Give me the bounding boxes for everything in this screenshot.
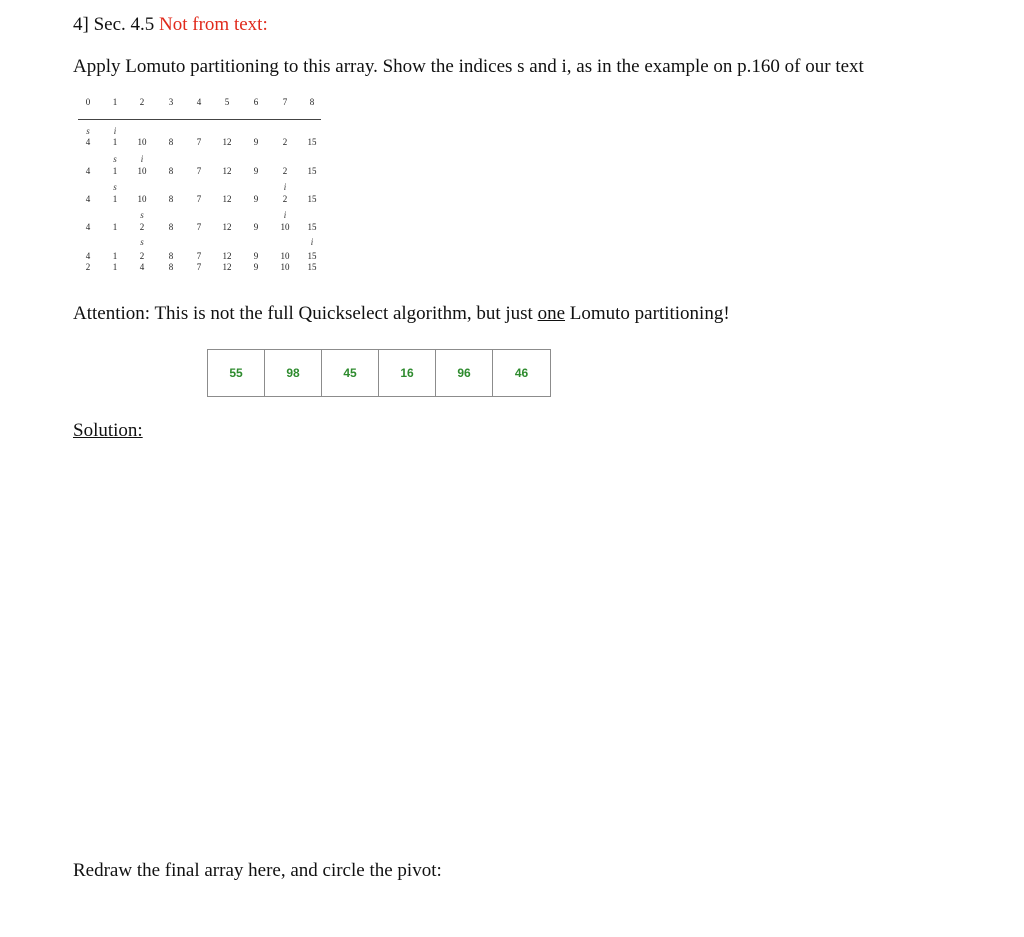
example-value-cell: 9 <box>253 137 259 147</box>
index-marker: s <box>113 182 117 192</box>
example-value-cell: 1 <box>112 166 118 176</box>
example-value-cell: 7 <box>196 137 202 147</box>
example-value-cell: 2 <box>282 137 288 147</box>
example-value-cell: 4 <box>85 137 91 147</box>
example-value-cell: 12 <box>222 251 232 261</box>
instruction-text: Apply Lomuto partitioning to this array. Show the indices s and i, as in the example on p.160 of our text <box>73 56 864 77</box>
example-value-cell: 9 <box>253 194 259 204</box>
example-value-cell: 9 <box>253 262 259 272</box>
index-marker: s <box>140 237 144 247</box>
example-value-cell: 4 <box>85 194 91 204</box>
example-value-cell: 2 <box>282 194 288 204</box>
example-value-cell: 9 <box>253 251 259 261</box>
index-marker: s <box>86 126 90 136</box>
array-cell: 46 <box>514 366 529 380</box>
example-value-cell: 15 <box>307 251 317 261</box>
index-marker: s <box>140 210 144 220</box>
redraw-instruction: Redraw the final array here, and circle the pivot: <box>73 860 442 881</box>
array-cell: 16 <box>379 350 436 396</box>
example-value-cell: 1 <box>112 262 118 272</box>
index-header-cell: 7 <box>282 97 288 107</box>
example-value-cell: 15 <box>307 222 317 232</box>
example-value-cell: 9 <box>253 166 259 176</box>
example-value-cell: 15 <box>307 262 317 272</box>
example-value-cell: 15 <box>307 194 317 204</box>
index-header-cell: 4 <box>196 97 202 107</box>
index-header-cell: 1 <box>112 97 118 107</box>
example-value-cell: 10 <box>280 251 290 261</box>
example-value-cell: 8 <box>168 166 174 176</box>
example-value-cell: 7 <box>196 194 202 204</box>
example-value-cell: 1 <box>112 137 118 147</box>
example-value-cell: 7 <box>196 166 202 176</box>
heading-prefix: 4] Sec. 4.5 <box>73 14 160 35</box>
example-value-cell: 2 <box>85 262 91 272</box>
index-marker: i <box>283 210 287 220</box>
example-value-cell: 2 <box>282 166 288 176</box>
example-value-cell: 2 <box>139 251 145 261</box>
example-value-cell: 2 <box>139 222 145 232</box>
example-value-cell: 1 <box>112 251 118 261</box>
example-value-cell: 8 <box>168 262 174 272</box>
example-value-cell: 10 <box>280 262 290 272</box>
index-marker: i <box>113 126 117 136</box>
heading-note: Not from text: <box>159 14 268 35</box>
attention-underlined: one <box>537 303 566 324</box>
index-marker: i <box>283 182 287 192</box>
example-value-cell: 8 <box>168 137 174 147</box>
example-value-cell: 8 <box>168 251 174 261</box>
array-cell: 96 <box>436 350 493 396</box>
example-value-cell: 7 <box>196 222 202 232</box>
example-value-cell: 15 <box>307 166 317 176</box>
example-value-cell: 1 <box>112 194 118 204</box>
lomuto-example-figure <box>0 0 1024 300</box>
example-value-cell: 10 <box>137 166 147 176</box>
index-header-cell: 8 <box>309 97 315 107</box>
example-value-cell: 15 <box>307 137 317 147</box>
example-value-cell: 7 <box>196 262 202 272</box>
example-value-cell: 4 <box>85 166 91 176</box>
example-value-cell: 7 <box>196 251 202 261</box>
array-cell: 98 <box>265 350 322 396</box>
index-header-cell: 6 <box>253 97 259 107</box>
example-value-cell: 12 <box>222 262 232 272</box>
index-header-cell: 5 <box>224 97 230 107</box>
attention-text <box>73 303 730 325</box>
index-marker: s <box>113 154 117 164</box>
attention-after: Lomuto partitioning! <box>565 303 730 324</box>
input-array <box>207 349 551 397</box>
array-cell: 45 <box>322 350 379 396</box>
example-value-cell: 12 <box>222 166 232 176</box>
index-header-cell: 2 <box>139 97 145 107</box>
example-value-cell: 1 <box>112 222 118 232</box>
example-value-cell: 10 <box>280 222 290 232</box>
index-header-cell: 3 <box>168 97 174 107</box>
example-divider <box>78 119 321 120</box>
array-cell: 55 <box>208 350 265 396</box>
example-value-cell: 8 <box>168 222 174 232</box>
example-value-cell: 10 <box>137 137 147 147</box>
attention-before: Attention: This is not the full Quickselect algorithm, but just <box>73 303 538 324</box>
example-value-cell: 9 <box>253 222 259 232</box>
example-value-cell: 8 <box>168 194 174 204</box>
example-value-cell: 4 <box>85 251 91 261</box>
solution-label: Solution: <box>73 420 143 441</box>
index-marker: i <box>310 237 314 247</box>
example-value-cell: 12 <box>222 194 232 204</box>
index-header-cell: 0 <box>85 97 91 107</box>
example-value-cell: 4 <box>139 262 145 272</box>
index-marker: i <box>140 154 144 164</box>
example-value-cell: 4 <box>85 222 91 232</box>
example-value-cell: 12 <box>222 222 232 232</box>
example-value-cell: 12 <box>222 137 232 147</box>
example-value-cell: 10 <box>137 194 147 204</box>
